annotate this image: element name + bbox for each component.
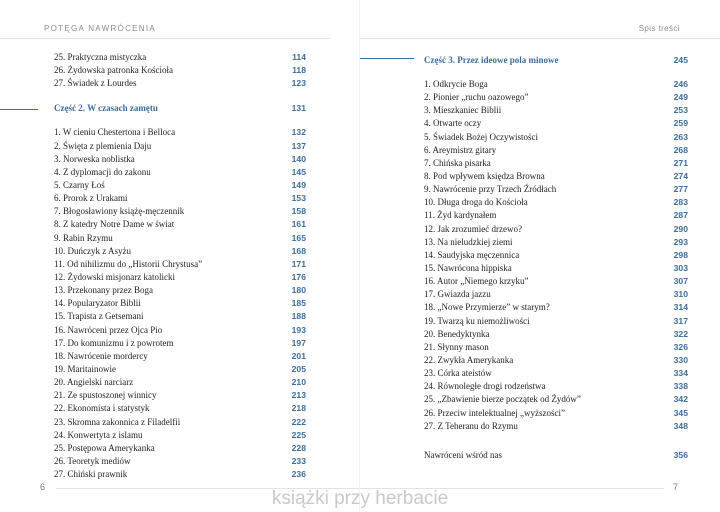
toc-entry-title: 27. Z Teheranu do Rzymu (424, 420, 518, 431)
toc-entry-page: 253 (673, 105, 688, 116)
toc-entry (54, 402, 306, 415)
toc-entry-title: 26. Teoretyk mediów (54, 455, 131, 466)
toc-part-heading (424, 51, 688, 69)
toc-entry (54, 140, 306, 153)
toc-entry-page: 274 (673, 170, 688, 181)
toc-entry-page: 185 (291, 298, 306, 309)
toc-entry (424, 449, 688, 462)
toc-entry-title: 20. Angielski narciarz (54, 377, 134, 388)
toc-entry-title: 3. Mieszkaniec Biblii (424, 105, 502, 116)
toc-entry-page: 145 (291, 166, 306, 177)
toc-entry-page: 210 (291, 377, 306, 388)
toc-entry-title: 10. Duńczyk z Asyżu (54, 245, 131, 256)
toc-entry-title: 12. Żydowski misjonarz katolicki (54, 271, 175, 282)
toc-entry-title: 8. Z katedry Notre Dame w świat (54, 219, 175, 230)
toc-entry (54, 337, 306, 350)
toc-entry-page: 293 (673, 236, 688, 247)
toc-entry (424, 117, 688, 130)
toc-entry-title: 21. Ze spustoszonej winnicy (54, 390, 157, 401)
toc-entry (424, 367, 688, 380)
toc-entry-page: 213 (291, 390, 306, 401)
toc-entry-title: 15. Nawrócona hippiska (424, 262, 512, 273)
part-3-marker-line (360, 58, 414, 59)
running-head-left: POTĘGA NAWRÓCENIA (44, 24, 157, 33)
toc-entry (424, 407, 688, 420)
toc-entry-title: 6. Prorok z Urakami (54, 193, 128, 204)
toc-entry-title: 21. Słynny mason (424, 341, 489, 352)
toc-entry (54, 297, 306, 310)
toc-entry (54, 166, 306, 179)
toc-entry (54, 245, 306, 258)
toc-entry-page: 259 (673, 118, 688, 129)
toc-entry-title: 24. Konwertyta z islamu (54, 429, 143, 440)
toc-entry (54, 64, 306, 77)
toc-entry (54, 429, 306, 442)
toc-entry-title: 18. Nawrócenie mordercy (54, 350, 148, 361)
toc-entry-page: 193 (291, 324, 306, 335)
toc-entry-title: 13. Przekonany przez Boga (54, 285, 153, 296)
toc-entry (54, 442, 306, 455)
toc-entry (54, 258, 306, 271)
toc-entry-title: 5. Czarny Łoś (54, 179, 105, 190)
toc-entry (424, 288, 688, 301)
toc-entry (54, 376, 306, 389)
toc-entry-page: 123 (291, 78, 306, 89)
toc-entry-page: 249 (673, 92, 688, 103)
toc-entry-title: 14. Popularyzator Biblii (54, 298, 141, 309)
toc-entry-page: 345 (673, 407, 688, 418)
toc-entry (424, 196, 688, 209)
toc-spacer (54, 90, 306, 99)
toc-entry-title: 22. Ekonomista i statystyk (54, 403, 150, 414)
toc-entry-title: 26. Żydowska patronka Kościoła (54, 65, 173, 76)
toc-entry (424, 104, 688, 117)
toc-entry (54, 51, 306, 64)
toc-entry-title: Część 3. Przez ideowe pola minowe (424, 55, 559, 65)
toc-entry-page: 290 (673, 223, 688, 234)
toc-entry-title: 23. Skromna zakonnica z Filadelfii (54, 416, 181, 427)
toc-entry-page: 233 (291, 455, 306, 466)
toc-entry-title: 16. Autor „Niemego krzyku” (424, 276, 529, 287)
toc-entry (54, 324, 306, 337)
toc-entry-page: 245 (673, 55, 688, 65)
toc-entry (54, 77, 306, 90)
toc-left (54, 51, 306, 481)
toc-entry-page: 298 (673, 249, 688, 260)
toc-entry-page: 140 (291, 153, 306, 164)
toc-entry-page: 201 (291, 350, 306, 361)
toc-entry-title: 19. Twarzą ku niemożliwości (424, 315, 530, 326)
toc-entry-page: 137 (291, 140, 306, 151)
toc-entry (424, 236, 688, 249)
toc-entry-title: 9. Nawrócenie przy Trzech Źródłach (424, 184, 557, 195)
toc-entry-title: 2. Pionier „ruchu oazowego” (424, 92, 529, 103)
toc-entry-title: 24. Równoległe drogi rodzeństwa (424, 381, 546, 392)
toc-entry (54, 350, 306, 363)
toc-entry-title: 13. Na nieludzkiej ziemi (424, 236, 513, 247)
watermark-text: książki przy herbacie (271, 488, 449, 509)
toc-entry (54, 416, 306, 429)
toc-entry-title: 8. Pod wpływem księdza Browna (424, 170, 545, 181)
toc-entry (54, 468, 306, 481)
toc-spacer (424, 69, 688, 78)
toc-entry (54, 363, 306, 376)
toc-entry-page: 114 (292, 52, 306, 62)
toc-entry-page: 303 (673, 262, 688, 273)
toc-entry-page: 149 (291, 179, 306, 190)
toc-entry-page: 322 (673, 328, 688, 339)
toc-entry (424, 393, 688, 406)
toc-entry-title: 18. „Nowe Przymierze” w starym? (424, 302, 550, 313)
toc-entry-page: 307 (673, 276, 688, 287)
toc-entry-page: 171 (291, 258, 306, 269)
toc-entry-title: 17. Gwiazda jazzu (424, 289, 491, 300)
toc-entry (424, 209, 688, 222)
toc-entry-page: 317 (673, 315, 688, 326)
toc-entry-title: 1. Odkrycie Boga (424, 79, 488, 89)
toc-entry (54, 179, 306, 192)
toc-entry-page: 246 (673, 79, 688, 89)
toc-entry (424, 341, 688, 354)
toc-entry-page: 236 (291, 469, 306, 480)
toc-entry-title: 27. Świadek z Lourdes (54, 78, 137, 89)
toc-entry (424, 420, 688, 433)
toc-entry (54, 153, 306, 166)
toc-entry-page: 132 (291, 127, 306, 138)
toc-entry (424, 78, 688, 91)
toc-entry-title: 25. Praktyczna mistyczka (54, 52, 147, 62)
toc-entry-page: 197 (291, 337, 306, 348)
page-number-left: 6 (40, 482, 46, 492)
toc-entry-page: 277 (673, 184, 688, 195)
toc-entry-page: 153 (291, 193, 306, 204)
toc-entry-title: 2. Święta z plemienia Daju (54, 140, 152, 151)
toc-entry (424, 170, 688, 183)
toc-entry-page: 218 (291, 403, 306, 414)
right-page (360, 0, 720, 512)
toc-entry-page: 168 (291, 245, 306, 256)
toc-entry-title: 26. Przeciw intelektualnej „wyższości” (424, 407, 565, 418)
toc-entry-title: 25. „Zbawienie bierze początek od Żydów” (424, 394, 581, 405)
toc-entry (424, 301, 688, 314)
toc-entry-page: 310 (673, 289, 688, 300)
header-rule-left (0, 38, 330, 39)
toc-entry-page: 268 (673, 144, 688, 155)
toc-entry (424, 249, 688, 262)
toc-entry-title: 17. Do komunizmu i z powrotem (54, 337, 174, 348)
toc-entry (54, 218, 306, 231)
toc-entry-page: 342 (673, 394, 688, 405)
toc-entry-page: 161 (291, 219, 306, 230)
toc-entry-title: 14. Saudyjska męczennica (424, 249, 520, 260)
toc-right (424, 51, 688, 462)
toc-entry-title: Część 2. W czasach zamętu (54, 103, 158, 114)
toc-entry-page: 118 (292, 65, 306, 76)
toc-entry-page: 176 (291, 271, 306, 282)
toc-entry-title: 9. Rabin Rzymu (54, 232, 113, 243)
toc-entry (54, 126, 306, 139)
toc-entry-page: 348 (673, 420, 688, 431)
header-rule-right (360, 38, 720, 39)
toc-entry-title: 25. Postępowa Amerykanka (54, 442, 155, 453)
toc-entry-title: 7. Błogosławiony książę-męczennik (54, 206, 185, 217)
toc-entry-page: 222 (291, 416, 306, 427)
toc-entry-title: 19. Maritainowie (54, 363, 116, 374)
toc-entry-page: 326 (673, 341, 688, 352)
toc-entry (424, 183, 688, 196)
toc-entry-page: 334 (673, 368, 688, 379)
toc-entry (424, 315, 688, 328)
toc-entry-page: 271 (673, 157, 688, 168)
toc-entry-title: 10. Długa droga do Kościoła (424, 197, 528, 208)
toc-entry (424, 157, 688, 170)
toc-entry (54, 271, 306, 284)
toc-entry-page: 205 (291, 363, 306, 374)
toc-entry (54, 389, 306, 402)
toc-entry (424, 131, 688, 144)
toc-entry (54, 284, 306, 297)
toc-entry-page: 330 (673, 354, 688, 365)
toc-entry-page: 314 (673, 302, 688, 313)
toc-entry-title: 7. Chińska pisarka (424, 157, 491, 168)
toc-entry-title: 15. Trapista z Getsemani (54, 311, 144, 322)
toc-entry-title: Nawróceni wśród nas (424, 449, 502, 460)
running-head-right: Spis treści (638, 24, 680, 33)
toc-entry (424, 380, 688, 393)
toc-entry-page: 180 (291, 285, 306, 296)
toc-entry-title: 23. Córka ateistów (424, 368, 492, 379)
toc-entry (424, 275, 688, 288)
toc-entry (54, 310, 306, 323)
toc-entry (54, 205, 306, 218)
toc-entry-page: 283 (673, 197, 688, 208)
toc-entry-page: 225 (291, 429, 306, 440)
toc-entry-title: 5. Świadek Bożej Oczywistości (424, 131, 538, 142)
toc-entry-page: 338 (673, 381, 688, 392)
toc-part-heading (54, 99, 306, 117)
toc-entry-page: 131 (291, 103, 306, 114)
toc-spacer (424, 433, 688, 449)
toc-entry-title: 27. Chiński prawnik (54, 469, 128, 480)
toc-entry (424, 91, 688, 104)
toc-entry-title: 3. Norweska noblistka (54, 153, 135, 164)
toc-entry-title: 11. Żyd kardynałem (424, 210, 497, 221)
toc-entry (54, 232, 306, 245)
toc-entry (54, 192, 306, 205)
toc-entry (424, 328, 688, 341)
toc-entry-page: 228 (291, 442, 306, 453)
toc-entry-page: 263 (673, 131, 688, 142)
toc-entry (424, 262, 688, 275)
toc-entry (54, 455, 306, 468)
page-number-right: 7 (672, 482, 678, 492)
toc-entry-title: 4. Otwarte oczy (424, 118, 482, 129)
toc-entry-title: 22. Zwykła Amerykanka (424, 354, 514, 365)
toc-entry-title: 12. Jak zrozumieć drzewo? (424, 223, 522, 234)
toc-entry-title: 6. Areymistrz gitary (424, 144, 497, 155)
toc-entry-title: 11. Od nihilizmu do „Historii Chrystusa” (54, 258, 203, 269)
toc-entry-title: 16. Nawróceni przez Ojca Pio (54, 324, 163, 335)
toc-entry (424, 354, 688, 367)
toc-entry-title: 20. Benedyktynka (424, 328, 490, 339)
toc-entry-title: 4. Z dyplomacji do zakonu (54, 166, 151, 177)
toc-entry-page: 356 (673, 449, 688, 460)
toc-entry (424, 144, 688, 157)
toc-entry-page: 165 (291, 232, 306, 243)
toc-entry-title: 1. W cieniu Chestertona i Belloca (54, 127, 176, 138)
toc-entry-page: 287 (673, 210, 688, 221)
toc-entry (424, 223, 688, 236)
part-2-marker-line (0, 109, 38, 110)
toc-entry-page: 158 (291, 206, 306, 217)
toc-entry-page: 188 (291, 311, 306, 322)
toc-spacer (54, 117, 306, 126)
